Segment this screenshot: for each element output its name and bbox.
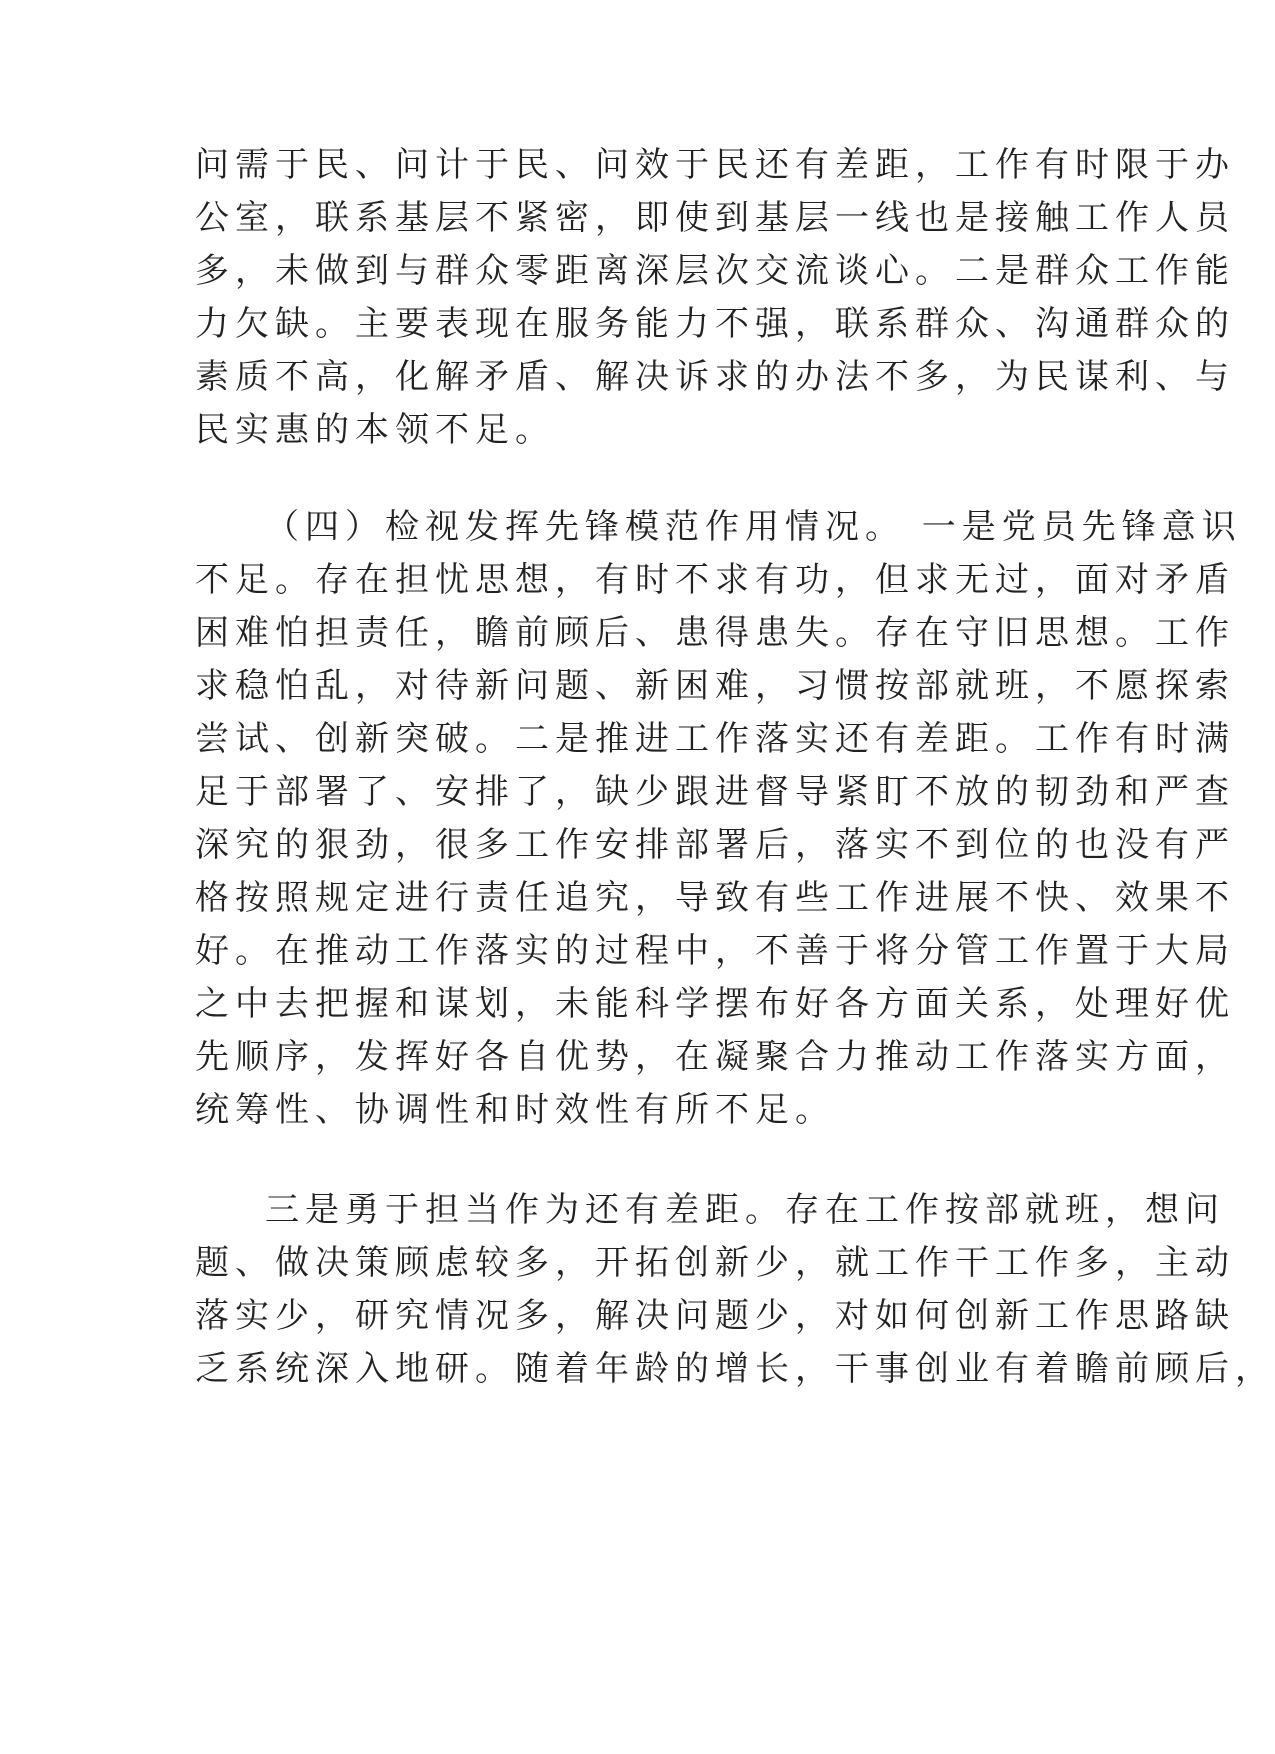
paragraph-line: 先顺序，发挥好各自优势，在凝聚合力推动工作落实方面， xyxy=(195,1037,1235,1077)
paragraph-line: 好。在推动工作落实的过程中，不善于将分管工作置于大局 xyxy=(195,931,1235,971)
paragraph-line: 素质不高，化解矛盾、解决诉求的办法不多，为民谋利、与 xyxy=(195,357,1235,397)
paragraph-line: 三是勇于担当作为还有差距。存在工作按部就班，想问 xyxy=(265,1190,1225,1230)
paragraph-line: （四）检视发挥先锋模范作用情况。 一是党员先锋意识 xyxy=(265,507,1242,547)
paragraph-2 xyxy=(195,501,1242,1137)
paragraph-line: 尝试、创新突破。二是推进工作落实还有差距。工作有时满 xyxy=(195,719,1235,759)
paragraph-line: 深究的狠劲，很多工作安排部署后，落实不到位的也没有严 xyxy=(195,825,1235,865)
paragraph-line: 求稳怕乱，对待新问题、新困难，习惯按部就班，不愿探索 xyxy=(195,666,1235,706)
paragraph-line: 不足。存在担忧思想，有时不求有功，但求无过，面对矛盾 xyxy=(195,560,1235,600)
paragraph-line: 多，未做到与群众零距离深层次交流谈心。二是群众工作能 xyxy=(195,251,1235,291)
paragraph-line: 题、做决策顾虑较多，开拓创新少，就工作干工作多，主动 xyxy=(195,1243,1235,1283)
paragraph-line: 统筹性、协调性和时效性有所不足。 xyxy=(195,1090,835,1130)
paragraph-line: 之中去把握和谋划，未能科学摆布好各方面关系，处理好优 xyxy=(195,984,1235,1024)
paragraph-1 xyxy=(195,139,1235,457)
paragraph-line: 乏系统深入地研。随着年龄的增长，干事创业有着瞻前顾后， xyxy=(195,1349,1275,1389)
paragraph-3 xyxy=(195,1184,1275,1396)
paragraph-line: 力欠缺。主要表现在服务能力不强，联系群众、沟通群众的 xyxy=(195,304,1235,344)
paragraph-line: 问需于民、问计于民、问效于民还有差距，工作有时限于办 xyxy=(195,145,1235,185)
paragraph-line: 足于部署了、安排了，缺少跟进督导紧盯不放的韧劲和严查 xyxy=(195,772,1235,812)
paragraph-line: 格按照规定进行责任追究，导致有些工作进展不快、效果不 xyxy=(195,878,1235,918)
paragraph-line: 落实少，研究情况多，解决问题少，对如何创新工作思路缺 xyxy=(195,1296,1235,1336)
paragraph-line: 民实惠的本领不足。 xyxy=(195,410,555,450)
paragraph-line: 困难怕担责任，瞻前顾后、患得患失。存在守旧思想。工作 xyxy=(195,613,1235,653)
paragraph-line: 公室，联系基层不紧密，即使到基层一线也是接触工作人员 xyxy=(195,198,1235,238)
